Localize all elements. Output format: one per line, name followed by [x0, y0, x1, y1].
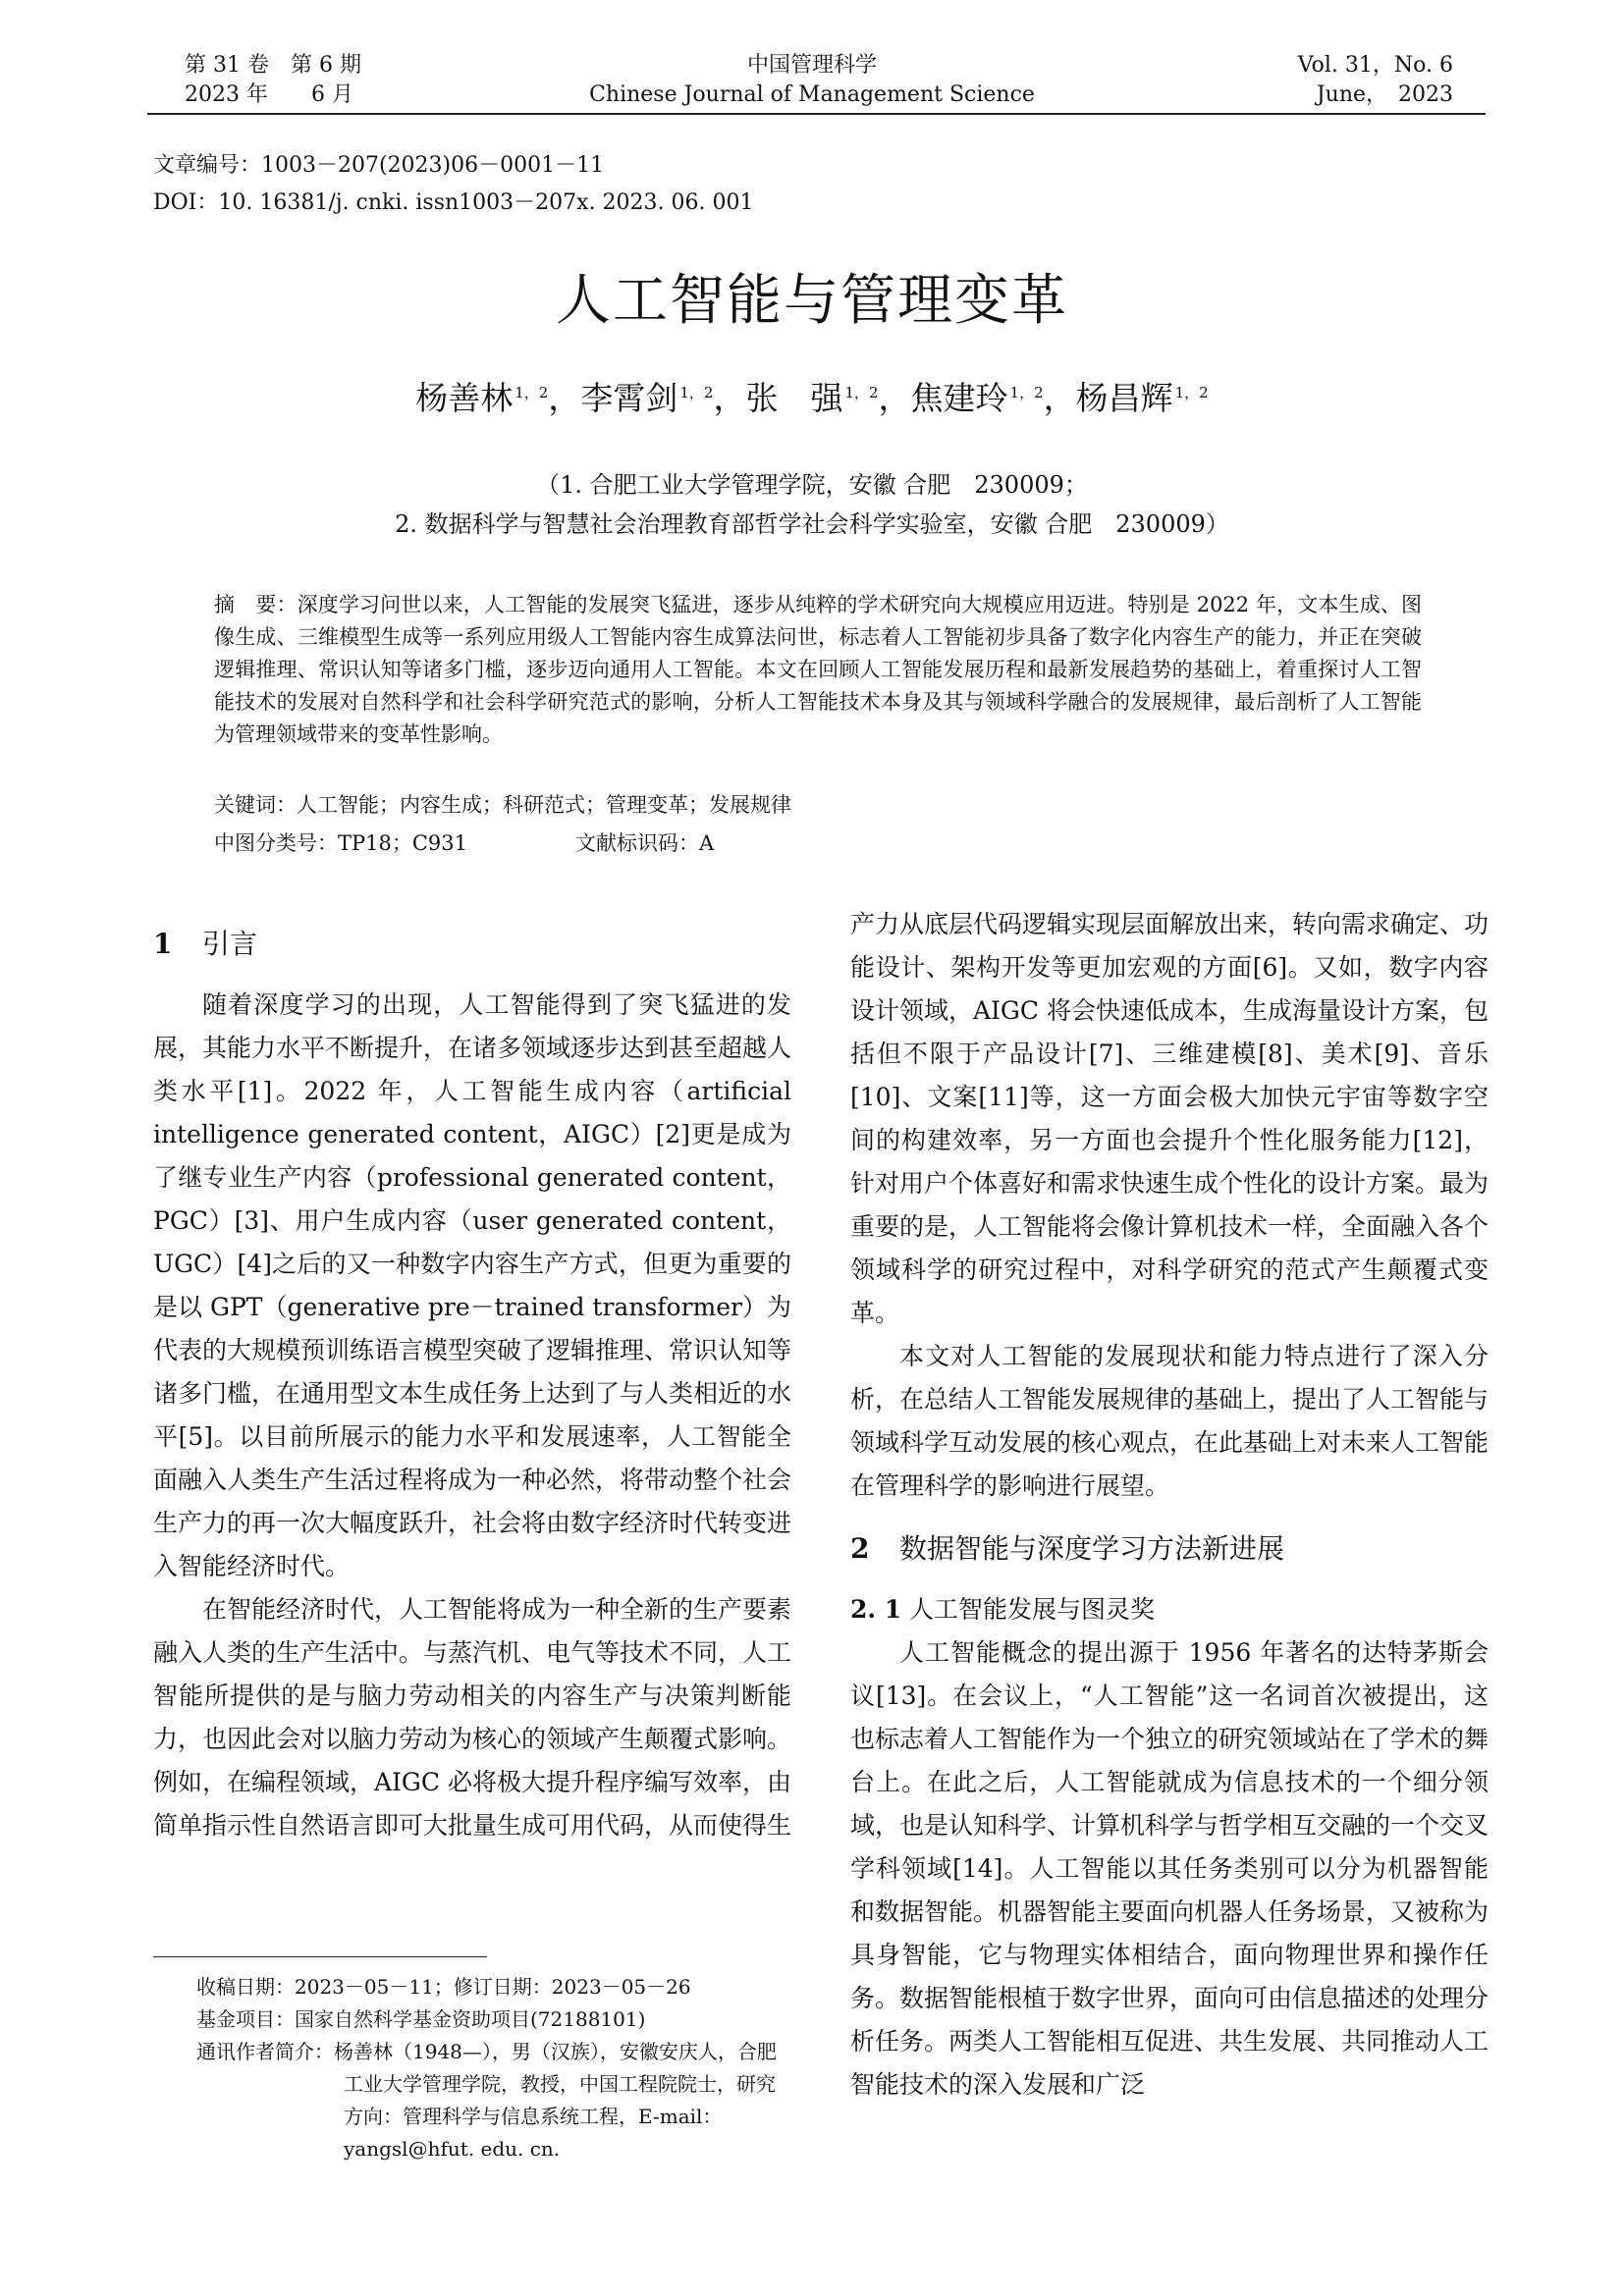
- header-vol-en: [1257, 51, 1453, 110]
- header-journal-en: Chinese Journal of Management Science: [589, 82, 1035, 107]
- author-name[interactable]: ，杨昌辉: [1043, 379, 1173, 417]
- paragraph: 人工智能概念的提出源于 1956 年著名的达特茅斯会议[13]。在会议上，“人工智能”这一名词首次被提出，这也标志着人工智能作为一个独立的研究领域站在了学术的舞台上。在此之后，人工智能就成为信息技术的一个细分领域，也是认知科学、计算机科学与哲学相互交融的一个交叉学科领域[14]。人工智能以其任务类别可以分为机器智能和数据智能。机器智能主要面向机器人任务场景，又被称为具身智能，它与物理实体相结合，面向物理世界和操作任务。数据智能根植于数字世界，面向可由信息描述的处理分析任务。两类人工智能相互促进、共生发展、共同推动人工智能技术的深入发展和广泛: [850, 1638, 1489, 2099]
- header-date-cn: 2023 年 6 月: [185, 82, 353, 107]
- paragraph: 本文对人工智能的发展现状和能力特点进行了深入分析，在总结人工智能发展规律的基础上，提出了人工智能与领域科学互动发展的核心观点，在此基础上对未来人工智能在管理科学的影响进行展望。: [850, 1342, 1489, 1500]
- keywords-text: 人工智能；内容生成；科研范式；管理变革；发展规律: [297, 793, 791, 817]
- article-doi[interactable]: DOI：10. 16381/j. cnki. issn1003－207x. 2023. 06. 001: [153, 190, 754, 215]
- footnote-fund: 基金项目：国家自然科学基金资助项目(72188101): [196, 2007, 646, 2031]
- right-column: [850, 903, 1489, 2107]
- header-journal-cn: 中国管理科学: [746, 53, 877, 78]
- paragraph: 在智能经济时代，人工智能将成为一种全新的生产要素融入人类的生产生活中。与蒸汽机、电气等技术不同，人工智能所提供的是与脑力劳动相关的内容生产与决策判断能力，也因此会对以脑力劳动为核心的领域产生颠覆式影响。例如，在编程领域，AIGC 必将极大提升程序编写效率，由简单指示性自然语言即可大批量生成可用代码，从而使得生: [153, 1595, 792, 1840]
- author-affil-sup: 1，2: [844, 384, 879, 401]
- author-name[interactable]: ，焦建玲: [878, 379, 1008, 417]
- abstract-text: 深度学习问世以来，人工智能的发展突飞猛进，逐步从纯粹的学术研究向大规模应用迈进。特别是 2022 年，文本生成、图像生成、三维模型生成等一系列应用级人工智能内容生成算法问世，标志着人工智能初步具备了数字化内容生产的能力，并正在突破逻辑推理、常识认知等诸多门槛，逐步迈向通用人工智能。本文在回顾人工智能发展历程和最新发展趋势的基础上，着重探讨人工智能技术的发展对自然科学和社会科学研究范式的影响，分析人工智能技术本身及其与领域科学融合的发展规律，最后剖析了人工智能为管理领域带来的变革性影响。: [214, 593, 1423, 746]
- section-heading: [153, 923, 791, 966]
- keywords-label: 关键词：: [214, 793, 297, 817]
- footnote-author: 通讯作者简介：杨善林（1948—），男（汉族），安徽安庆人，合肥工业大学管理学院，教授，中国工程院院士，研究方向：管理科学与信息系统工程，E-mail：yangsl@hfut. edu. cn.: [196, 2040, 777, 2161]
- section-title: 引言: [202, 928, 258, 960]
- document-code: 文献标识码：A: [575, 831, 715, 855]
- affiliation-2: 2. 数据科学与智慧社会治理教育部哲学社会科学实验室，安徽 合肥 230009）: [395, 510, 1229, 538]
- article-number: 文章编号：1003－207(2023)06－0001－11: [153, 153, 605, 178]
- abstract: [214, 589, 1422, 751]
- author-list: [0, 373, 1624, 419]
- section-number: 1: [153, 928, 173, 960]
- author-affil-sup: 1，2: [1174, 384, 1209, 401]
- header-volume: 第 31 卷 第 6 期: [185, 53, 361, 78]
- footnote-rule: [153, 1956, 487, 1957]
- keywords: [214, 789, 791, 821]
- author-affil-sup: 1，2: [514, 384, 549, 401]
- section-heading: [850, 1527, 1489, 1571]
- article-meta: [153, 147, 754, 222]
- affiliation-1: （1. 合肥工业大学管理学院，安徽 合肥 230009；: [536, 471, 1088, 499]
- footnote-dates: 收稿日期：2023－05－11；修订日期：2023－05－26: [196, 1975, 691, 1999]
- subsection-title: 人工智能发展与图灵奖: [909, 1595, 1156, 1624]
- header-journal: [550, 51, 1074, 110]
- author-name[interactable]: ，李霄剑: [548, 379, 678, 417]
- paper-title: 人工智能与管理变革: [556, 269, 1068, 333]
- header-volume-en: Vol. 31，No. 6: [1297, 53, 1453, 78]
- header-rule: [147, 113, 1486, 115]
- subsection-number: 2. 1: [850, 1595, 902, 1624]
- subsection-heading: [850, 1588, 1489, 1631]
- author-name[interactable]: 杨善林: [415, 379, 514, 417]
- author-name[interactable]: ，张 强: [713, 379, 843, 417]
- author-affil-sup: 1，2: [1009, 384, 1044, 401]
- abstract-label: 摘 要：: [214, 593, 298, 616]
- header-volume-issue: [185, 51, 381, 110]
- paragraph: 产力从底层代码逻辑实现层面解放出来，转向需求确定、功能设计、架构开发等更加宏观的方面[6]。又如，数字内容设计领域，AIGC 将会快速低成本，生成海量设计方案，包括但不限于产品设计[7]、三维建模[8]、美术[9]、音乐[10]、文案[11]等，这一方面会极大加快元宇宙等数字空间的构建效率，另一方面也会提升个性化服务能力[12]，针对用户个体喜好和需求快速生成个性化的设计方案。最为重要的是，人工智能将会像计算机技术一样，全面融入各个领域科学的研究过程中，对科学研究的范式产生颠覆式变革。: [850, 910, 1489, 1327]
- section-number: 2: [850, 1532, 870, 1565]
- header-date-en: June， 2023: [1316, 82, 1453, 107]
- left-column: [153, 903, 791, 1847]
- paragraph: 随着深度学习的出现，人工智能得到了突飞猛进的发展，其能力水平不断提升，在诸多领域逐步达到甚至超越人类水平[1]。2022 年，人工智能生成内容（artificial intelligence generated content，AIGC）[2]更是成为了继专业生产内容（professional generated content，PGC）[3]、用户生成内容（user generated content，UGC）[4]之后的又一种数字内容生产方式，但更为重要的是以 GPT（generative pre－trained transformer）为代表的大规模预训练语言模型突破了逻辑推理、常识认知等诸多门槛，在通用型文本生成任务上达到了与人类相近的水平[5]。以目前所展示的能力水平和发展速率，人工智能全面融入人类生产生活过程将成为一种必然，将带动整个社会生产力的再一次大幅度跃升，社会将由数字经济时代转变进入智能经济时代。: [153, 990, 792, 1580]
- section-title: 数据智能与深度学习方法新进展: [899, 1532, 1285, 1565]
- classification: [214, 828, 714, 859]
- clc-number: 中图分类号：TP18；C931: [214, 831, 468, 855]
- author-affil-sup: 1，2: [679, 384, 714, 401]
- footnotes: [196, 1971, 790, 2165]
